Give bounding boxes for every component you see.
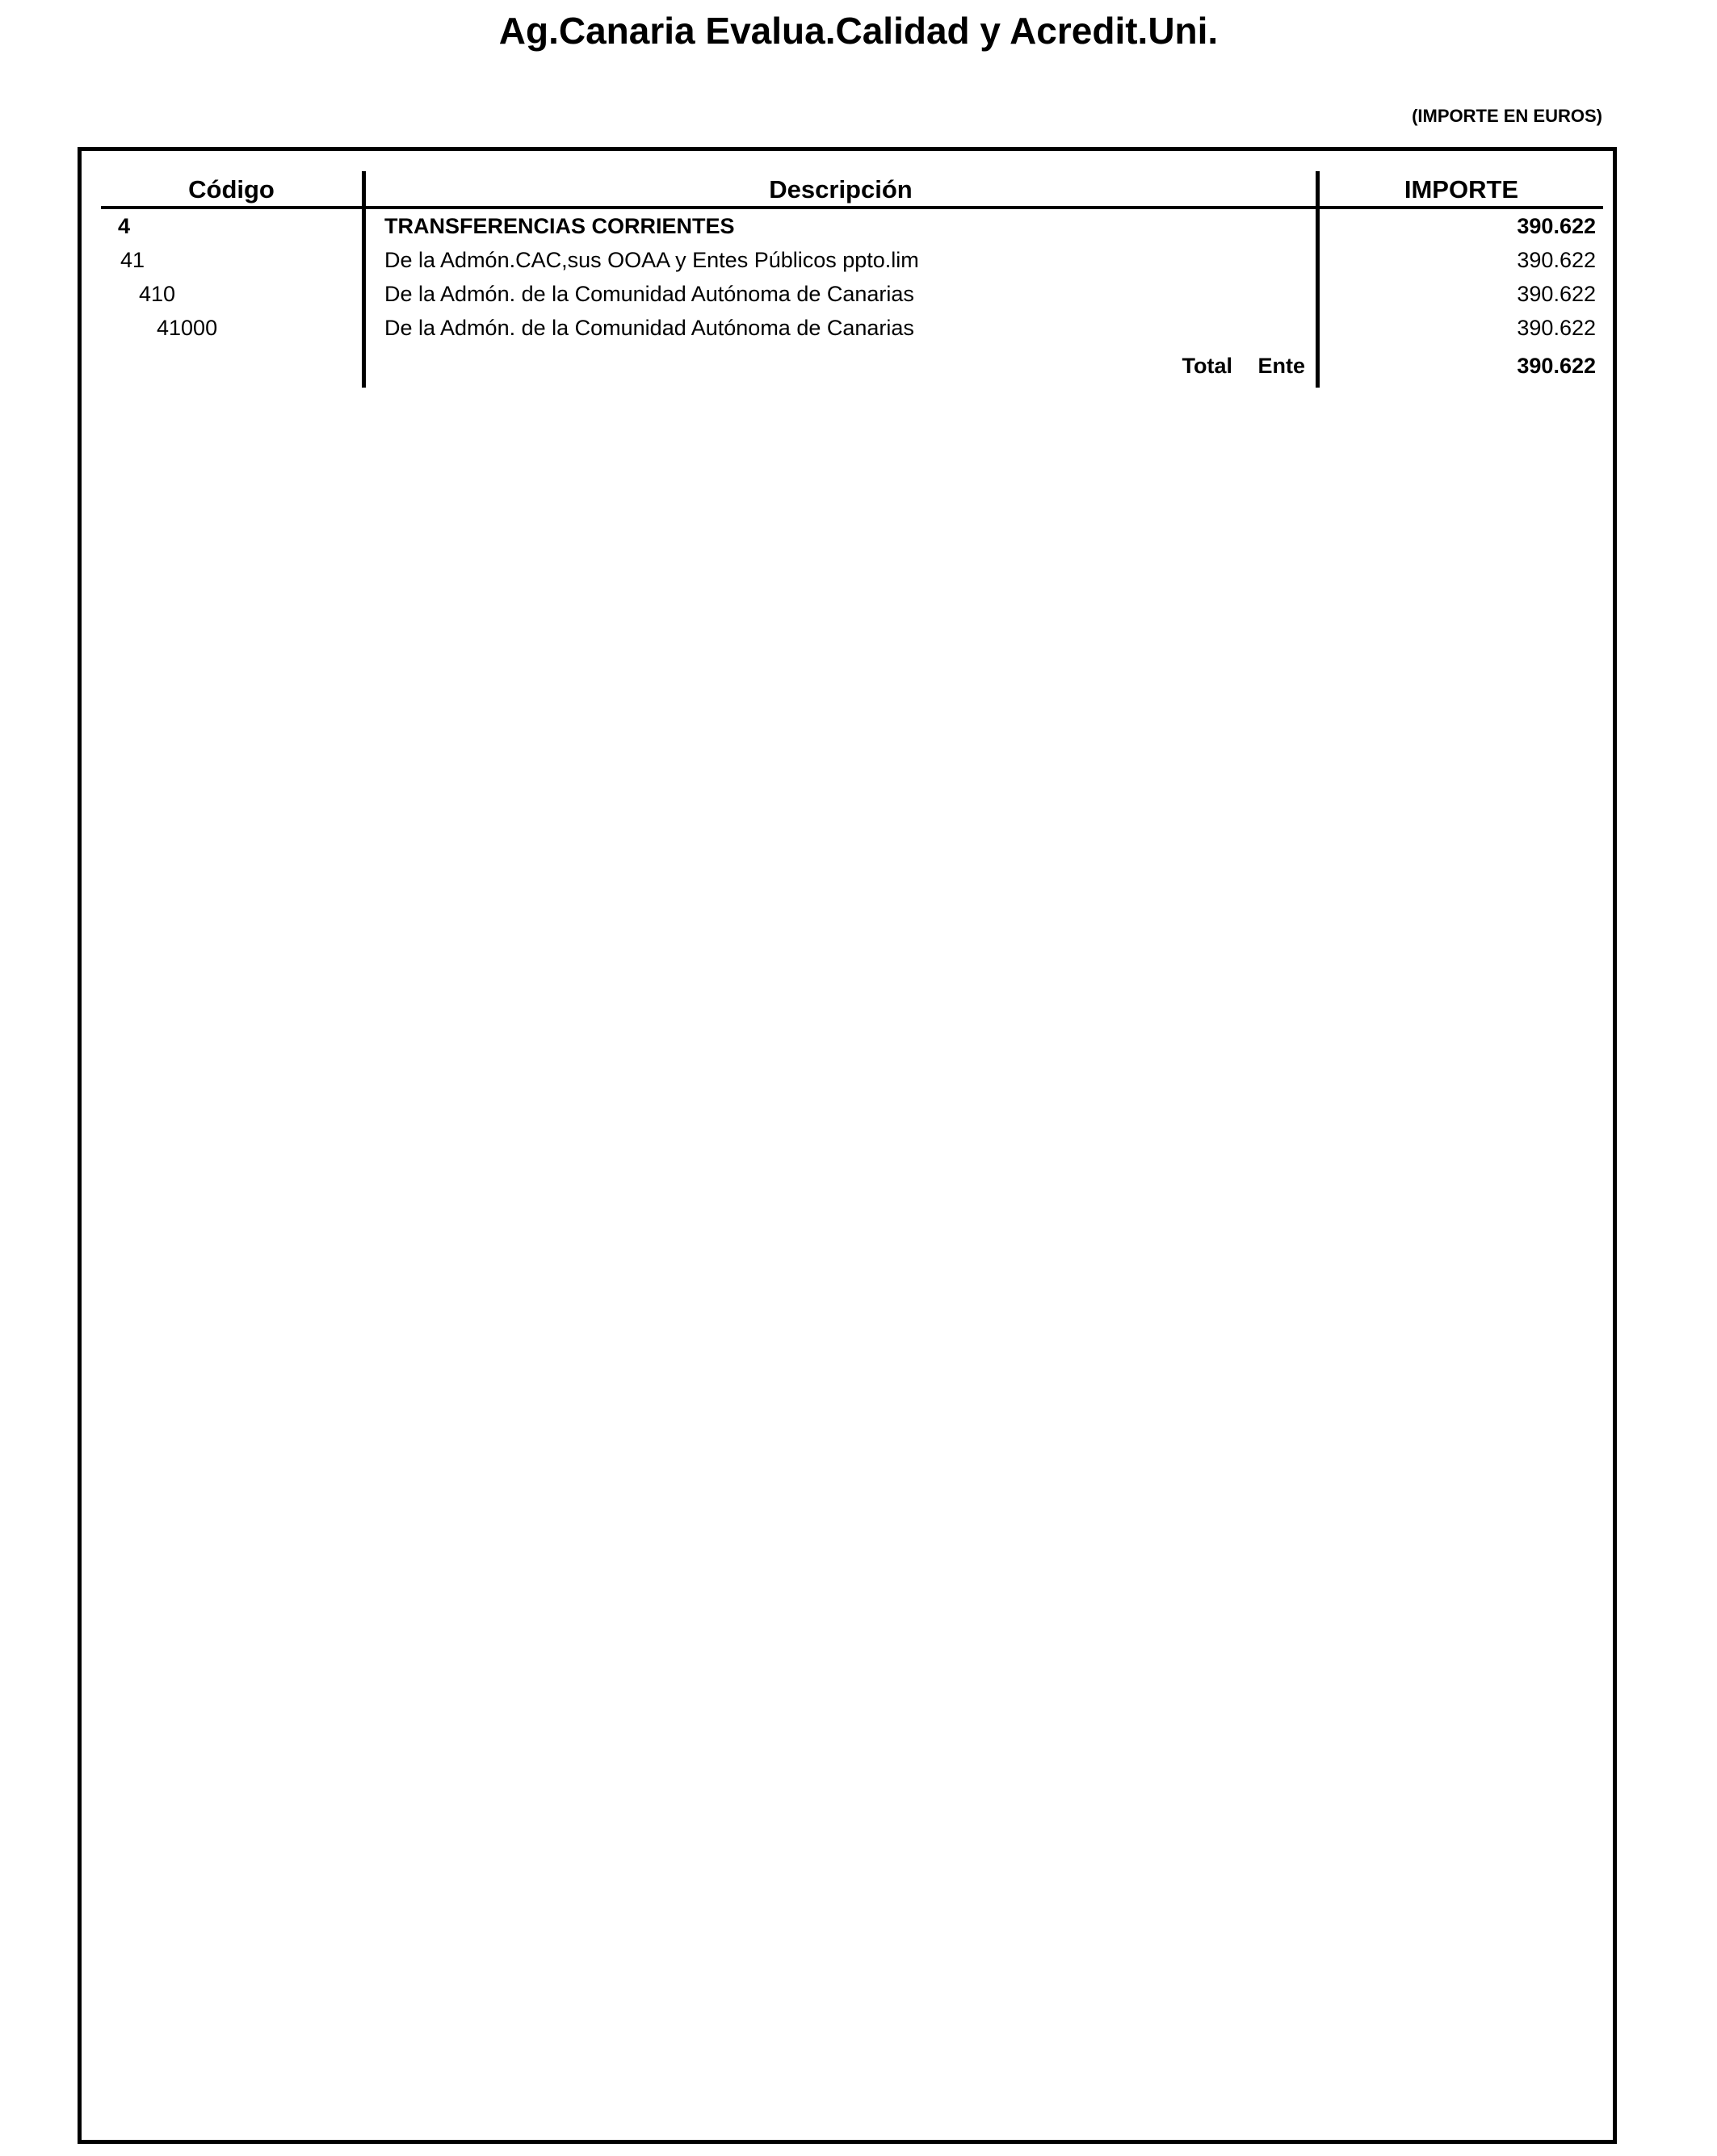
header-importe: IMPORTE (1404, 175, 1519, 203)
currency-note: (IMPORTE EN EUROS) (1412, 106, 1602, 126)
row-description: De la Admón. de la Comunidad Autónoma de Canarias (384, 316, 914, 340)
row-amount: 390.622 (1517, 248, 1596, 272)
total-row (0, 349, 1717, 383)
table-row (0, 243, 1717, 277)
table-row (0, 277, 1717, 311)
row-amount: 390.622 (1517, 282, 1596, 306)
row-amount: 390.622 (1517, 316, 1596, 340)
total-entity-label: Ente (1257, 354, 1305, 378)
header-codigo: Código (188, 175, 275, 203)
header-descripcion: Descripción (769, 175, 913, 203)
document-title: Ag.Canaria Evalua.Calidad y Acredit.Uni. (498, 10, 1219, 52)
row-code: 410 (139, 282, 176, 306)
row-description: De la Admón.CAC,sus OOAA y Entes Públicos ppto.lim (384, 248, 919, 272)
table-row (0, 311, 1717, 345)
row-amount: 390.622 (1517, 214, 1596, 238)
row-code: 41000 (157, 316, 218, 340)
row-description: De la Admón. de la Comunidad Autónoma de Canarias (384, 282, 914, 306)
total-amount: 390.622 (1517, 354, 1596, 378)
table-row (0, 209, 1717, 243)
page-frame (78, 147, 1617, 2144)
total-label: Total (1182, 354, 1232, 378)
row-code: 4 (118, 214, 131, 238)
row-code: 41 (120, 248, 145, 272)
row-description: TRANSFERENCIAS CORRIENTES (384, 214, 735, 238)
